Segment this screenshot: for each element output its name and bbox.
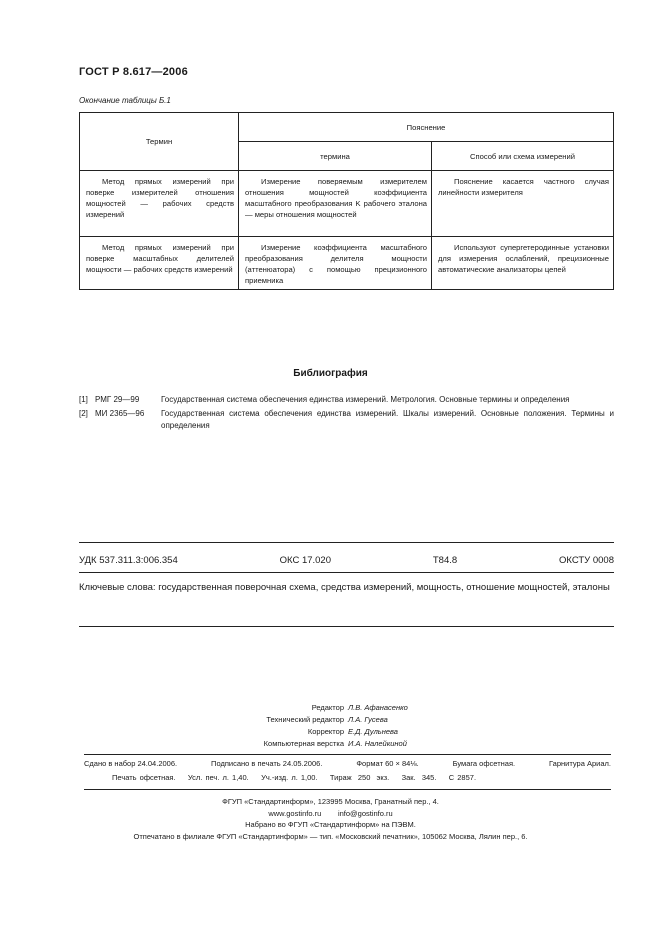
credit-row (180, 714, 480, 726)
publisher-block (0, 796, 661, 842)
udk-code: УДК 537.311.3:006.354 (79, 555, 178, 566)
credit-role: Компьютерная верстка (263, 739, 344, 748)
cell-term (80, 237, 239, 290)
table-row (80, 171, 614, 237)
subcol-method-header: Способ или схема измерений (432, 142, 614, 171)
table-caption: Окончание таблицы Б.1 (79, 96, 171, 105)
publisher-address: ФГУП «Стандартинформ», 123995 Москва, Гранатный пер., 4. (222, 797, 439, 806)
print-info-line-2: Печать офсетная. Усл. печ. л. 1,40. Уч.-изд. л. 1,00. Тираж 250 экз. Зак. 345. С 2857. (112, 773, 477, 782)
category-code: Т84.8 (432, 555, 458, 566)
credit-role: Технический редактор (266, 715, 344, 724)
divider (84, 789, 611, 790)
biblio-number: [1] (79, 395, 88, 404)
credit-name: Л.А. Гусева (348, 715, 388, 724)
col-term-header: Термин (80, 113, 239, 171)
credit-name: И.А. Налейкиной (348, 739, 407, 748)
biblio-text: Государственная система обеспечения единства измерений. Шкалы измерений. Основные положения. Термины и определения (161, 408, 614, 430)
paper-type: Бумага офсетная. (452, 759, 516, 768)
credit-row (180, 738, 480, 750)
oks-code: ОКС 17.020 (279, 555, 331, 566)
typeface: Гарнитура Ариал. (549, 759, 611, 768)
cell-text: Используют супергетеродинные установки для измерения ослаблений, прецизионные автоматические анализаторы цепей (438, 243, 609, 274)
cell-text: Измерение коэффициента масштабного преобразования делителя мощности (аттенюатора) с помощью прецизионного приемника (245, 243, 427, 285)
publisher-printed: Отпечатано в филиале ФГУП «Стандартинформ» — тип. «Московский печатник», 105062 Москва, Лялин пер., 6. (133, 831, 528, 841)
cell-text: Измерение поверяемым измерителем отношения мощностей коэффициента масштабного преобразования K рабочего эталона — меры отношения мощностей (245, 177, 427, 219)
credit-role: Редактор (311, 703, 344, 712)
cell-explanation (239, 237, 432, 290)
cell-text: Метод прямых измерений при поверке измерителей отношения мощностей — рабочих средств измерений (86, 177, 234, 219)
table-row (80, 237, 614, 290)
subcol-term-header: термина (239, 142, 432, 171)
credit-name: Е.Д. Дульнева (348, 727, 398, 736)
okstu-code: ОКСТУ 0008 (559, 555, 614, 566)
cell-text: Метод прямых измерений при поверке масштабных делителей мощности — рабочих средств измерений (86, 243, 234, 274)
col-explanation-header: Пояснение (239, 113, 614, 142)
standard-code: ГОСТ Р 8.617—2006 (79, 66, 188, 78)
paper-format: Формат 60 × 84⅛. (356, 759, 419, 768)
biblio-text: Государственная система обеспечения единства измерений. Метрология. Основные термины и определения (161, 395, 570, 404)
divider (79, 572, 614, 573)
biblio-number: [2] (79, 408, 88, 418)
print-info-line-1 (84, 759, 611, 768)
biblio-code: РМГ 29—99 (95, 395, 140, 404)
divider (79, 626, 614, 627)
cell-explanation (239, 171, 432, 237)
submitted-date: Сдано в набор 24.04.2006. (84, 759, 178, 768)
credit-row (180, 726, 480, 738)
divider (79, 542, 614, 543)
credits-block (180, 702, 480, 750)
terms-table (79, 112, 614, 290)
cell-text: Пояснение касается частного случая линейности измерителя (438, 177, 609, 197)
biblio-code: МИ 2365—96 (95, 408, 145, 418)
publisher-web: www.gostinfo.ru info@gostinfo.ru (268, 808, 393, 818)
list-item (79, 394, 614, 407)
credit-role: Корректор (307, 727, 344, 736)
classification-line (79, 555, 614, 566)
signed-date: Подписано в печать 24.05.2006. (211, 759, 323, 768)
divider (84, 754, 611, 755)
list-item (79, 408, 614, 433)
keywords: Ключевые слова: государственная поверочная схема, средства измерений, мощность, отношение мощностей, эталоны (79, 582, 610, 593)
credit-row (180, 702, 480, 714)
bibliography-title: Библиография (293, 368, 368, 379)
credit-name: Л.В. Афанасенко (348, 703, 408, 712)
publisher-typeset: Набрано во ФГУП «Стандартинформ» на ПЭВМ. (245, 820, 416, 829)
cell-method (432, 171, 614, 237)
cell-term (80, 171, 239, 237)
bibliography-list (79, 394, 614, 434)
cell-method (432, 237, 614, 290)
